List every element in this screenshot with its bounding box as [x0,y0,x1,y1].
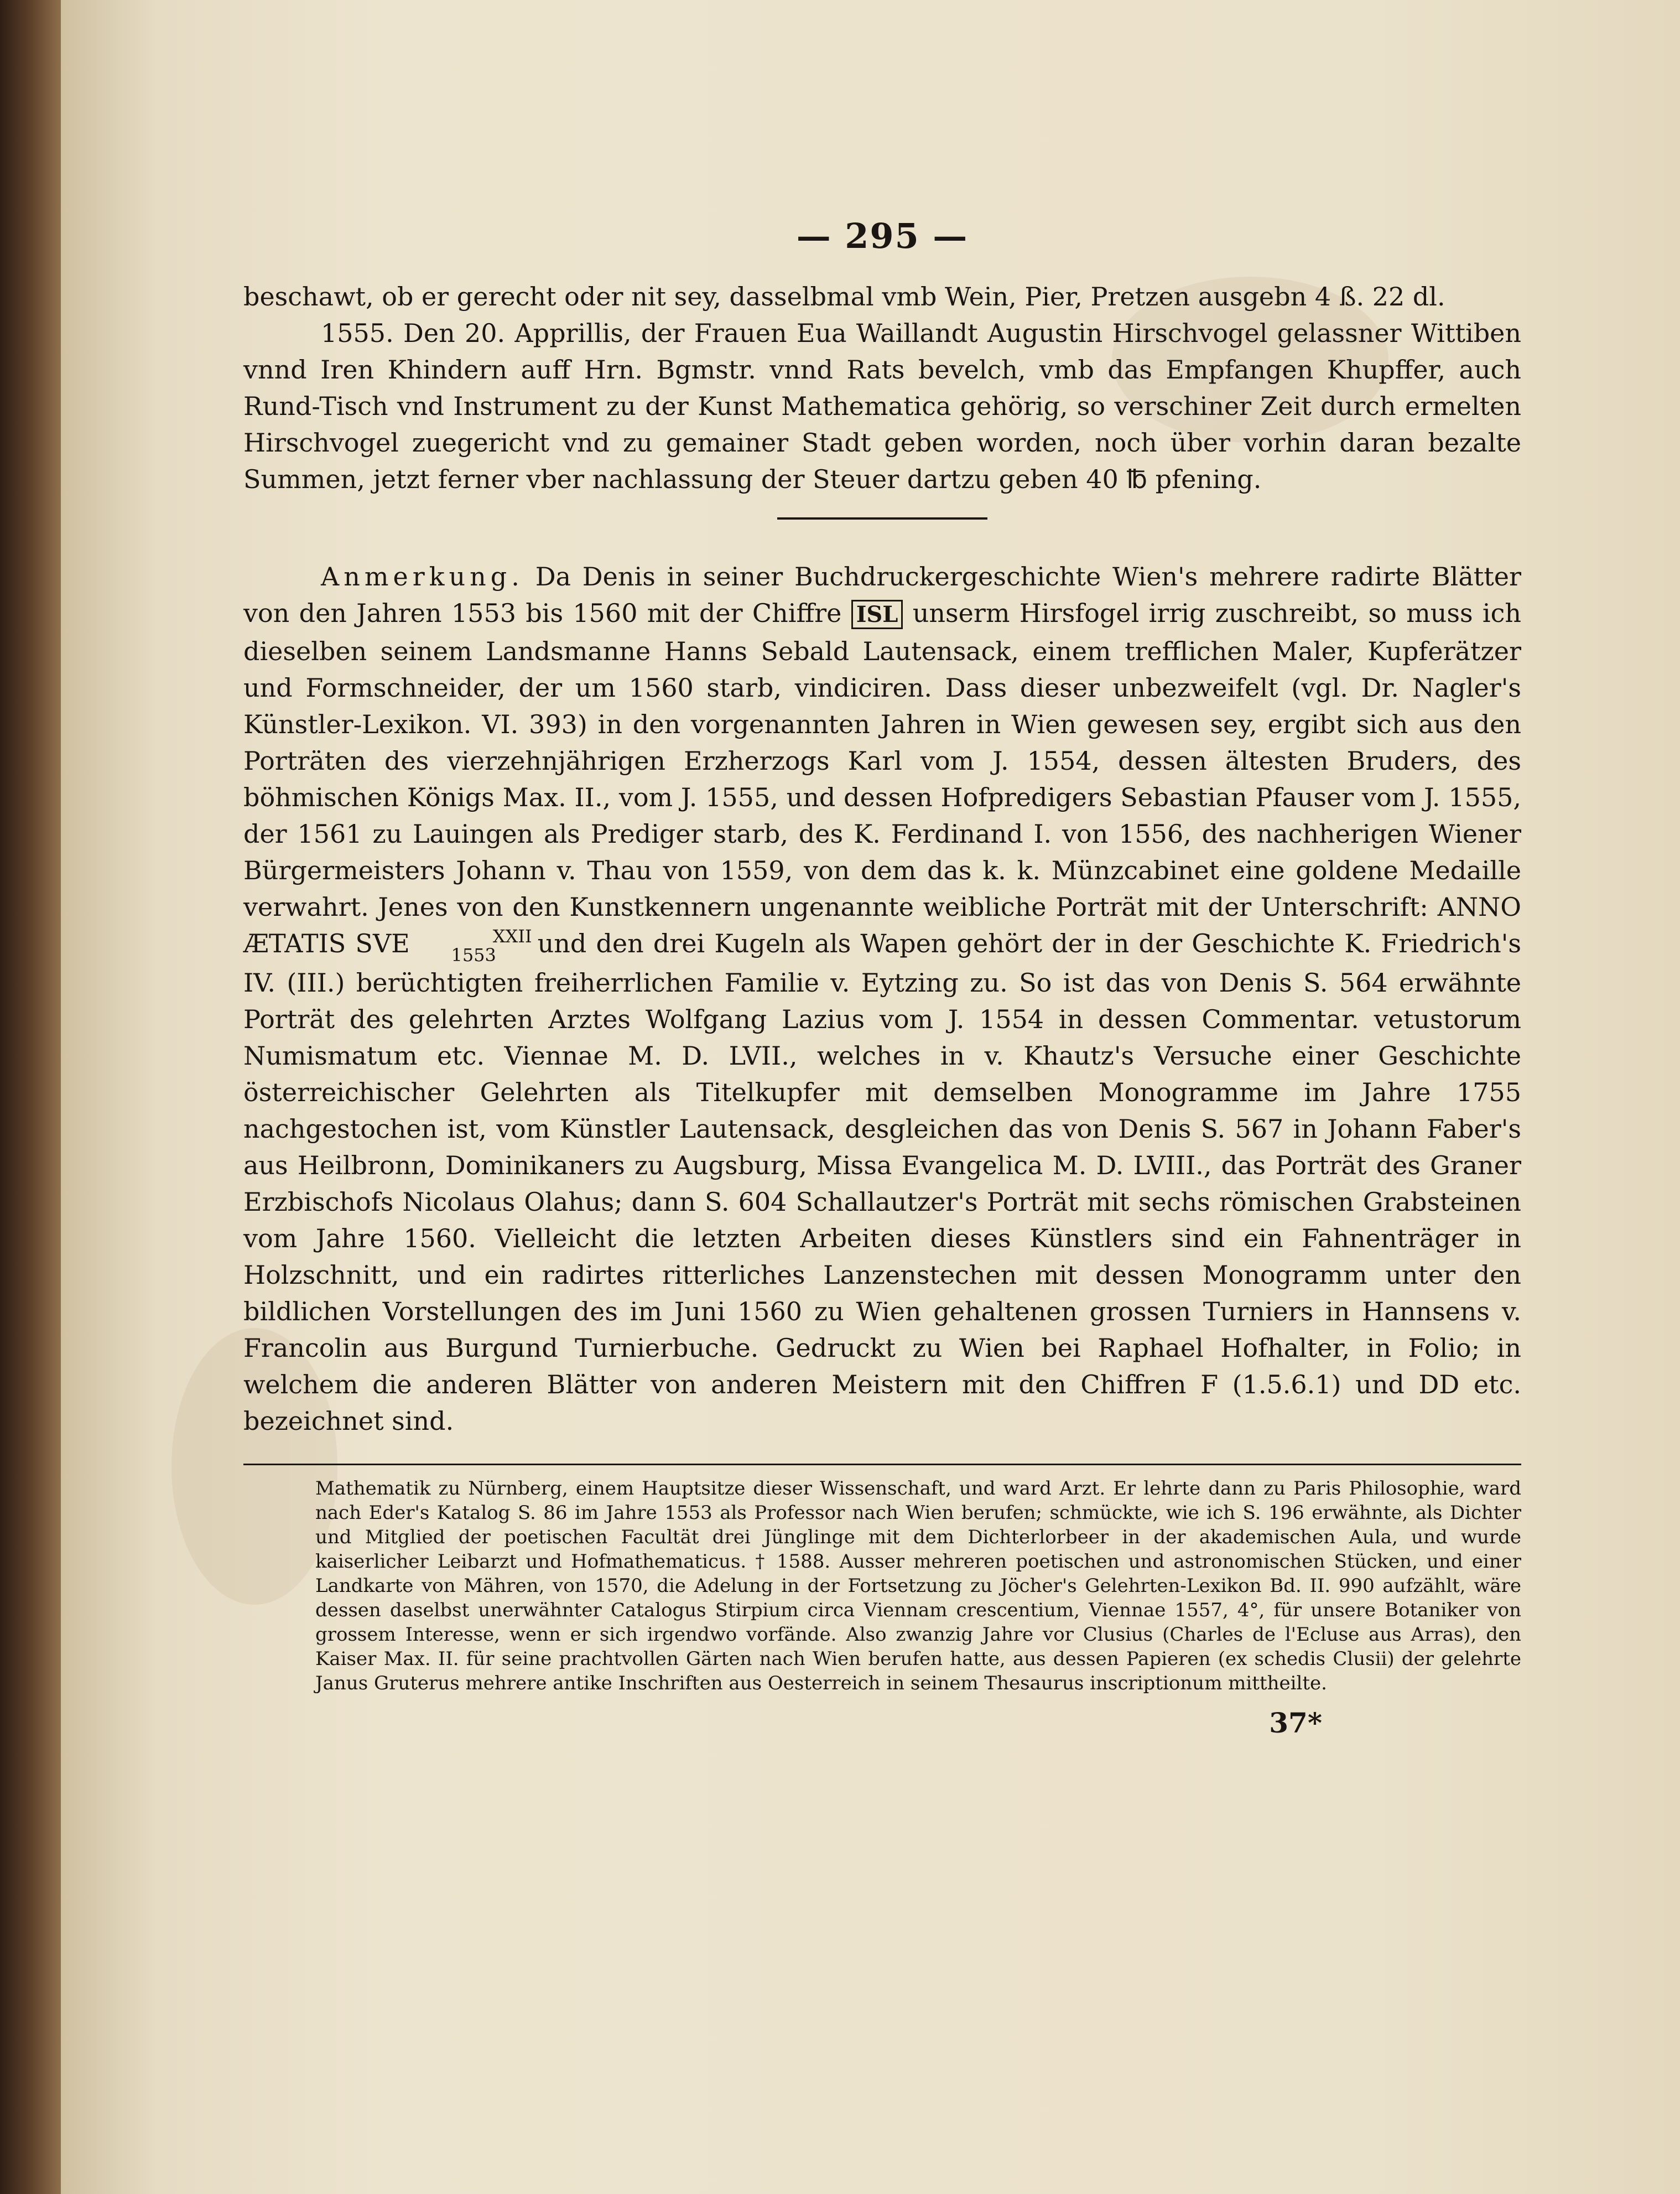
section-divider [777,517,987,520]
page-number: — 295 — [796,216,969,256]
page-content [243,216,1521,1739]
footnote-rule [243,1464,1521,1465]
footnote [243,1476,1521,1695]
book-page [61,0,1680,2194]
fraction-top: XXII [492,926,532,947]
paragraph-1: beschawt, ob er gerecht oder nit sey, dasselbmal vmb Wein, Pier, Pretzen ausgebn 4 ß. 22 dl. [243,282,1445,312]
monogram-mark: ISL [851,600,903,629]
anmerkung-text-1: Da Denis in seiner Buchdruckergeschichte Wien's mehrere radirte Blätter von den Jahren 1553 bis 1560 mit der Chiffre [243,562,1521,628]
fraction-bottom: 1553 [451,945,496,966]
inscription-fraction [415,927,532,964]
signature-mark: 37* [1269,1707,1322,1739]
footnote-text: Mathematik zu Nürnberg, einem Hauptsitze dieser Wissenschaft, und ward Arzt. Er lehrte dann zu Paris Philosophie, ward nach Eder's Katalog S. 86 im Jahre 1553 als Professor nach Wien berufen; schmückte, wie ich S. 196 erwähnte, als Dichter und Mitglied der poetischen Facultät drei Jünglinge mit dem Dichterlorbeer in der akademischen Aula, und wurde kaiserlicher Leibarzt und Hofmathematicus. † 1588. Ausser mehreren poetischen und astronomischen Stücken, und einer Landkarte von Mähren, von 1570, die Adelung in der Fortsetzung zu Jöcher's Gelehrten-Lexikon Bd. II. 990 aufzählt, wäre dessen daselbst unerwähnter Catalogus Stirpium circa Viennam crescentium, Viennae 1557, 4°, für unsere Botaniker von grossem Interesse, wenn er sich irgendwo vorfände. Also zwanzig Jahre vor Clusius (Charles de l'Ecluse aus Arras), den Kaiser Max. II. für seine prachtvollen Gärten nach Wien berufen hatte, aus dessen Papieren (ex schedis Clusii) der gelehrte Janus Gruterus mehrere antike Inschriften aus Oesterreich in seinem Thesaurus inscriptionum mittheilte. [315,1477,1521,1694]
paragraph-2: 1555. Den 20. Apprillis, der Frauen Eua Waillandt Augustin Hirschvogel gelassner Wittiben vnnd Iren Khindern auff Hrn. Bgmstr. vnnd Rats bevelch, vmb das Empfangen Khupffer, auch Rund-Tisch vnd Instrument zu der Kunst Mathematica gehörig, so verschiner Zeit durch ermelten Hirschvogel zuegericht vnd zu gemainer Stadt geben worden, noch über vorhin daran bezalte Summen, jetzt ferner vber nachlassung der Steuer dartzu geben 40 ℔ pfening. [243,318,1521,494]
anmerkung-label: Anmerkung. [321,562,524,592]
anmerkung-text-3: und den drei Kugeln als Wapen gehört der in der Geschichte K. Friedrich's IV. (III.) berüchtigten freiherrlichen Familie v. Eytzing zu. So ist das von Denis S. 564 erwähnte Porträt des gelehrten Arztes Wolfgang Lazius vom J. 1554 in dessen Commentar. vetustorum Numismatum etc. Viennae M. D. LVII., welches in v. Khautz's Versuche einer Geschichte österreichischer Gelehrten als Titelkupfer mit demselben Monogramme im Jahre 1755 nachgestochen ist, vom Künstler Lautensack, desgleichen das von Denis S. 567 in Johann Faber's aus Heilbronn, Dominikaners zu Augsburg, Missa Evangelica M. D. LVIII., das Porträt des Graner Erzbischofs Nicolaus Olahus; dann S. 604 Schallautzer's Porträt mit sechs römischen Grabsteinen vom Jahre 1560. Vielleicht die letzten Arbeiten dieses Künstlers sind ein Fahnenträger in Holzschnitt, und ein radirtes ritterliches Lanzenstechen mit dessen Monogramm unter den bildlichen Vorstellungen des im Juni 1560 zu Wien gehaltenen grossen Turniers in Hannsens v. Francolin aus Burgund Turnierbuche. Gedruckt zu Wien bei Raphael Hofhalter, in Folio; in welchem die anderen Blätter von anderen Meistern mit den Chiffren F (1.5.6.1) und DD etc. bezeichnet sind. [243,929,1521,1436]
inscription-text: ANNO ÆTATIS SVE [243,892,1521,958]
anmerkung-paragraph [243,558,1521,1439]
anmerkung-text-2: unserm Hirsfogel irrig zuschreibt, so muss ich dieselben seinem Landsmanne Hanns Sebald Lautensack, einem trefflichen Maler, Kupferätzer und Formschneider, der um 1560 starb, vindiciren. Dass dieser unbezweifelt (vgl. Dr. Nagler's Künstler-Lexikon. VI. 393) in den vorgenannten Jahren in Wien gewesen sey, ergibt sich aus den Porträten des vierzehnjährigen Erzherzogs Karl vom J. 1554, dessen ältesten Bruders, des böhmischen Königs Max. II., vom J. 1555, und dessen Hofpredigers Sebastian Pfauser vom J. 1555, der 1561 zu Lauingen als Prediger starb, des K. Ferdinand I. von 1556, des nachherigen Wiener Bürgermeisters Johann v. Thau von 1559, von dem das k. k. Münzcabinet eine goldene Medaille verwahrt. Jenes von den Kunstkennern ungenannte weibliche Porträt mit der Unterschrift: [243,598,1521,922]
